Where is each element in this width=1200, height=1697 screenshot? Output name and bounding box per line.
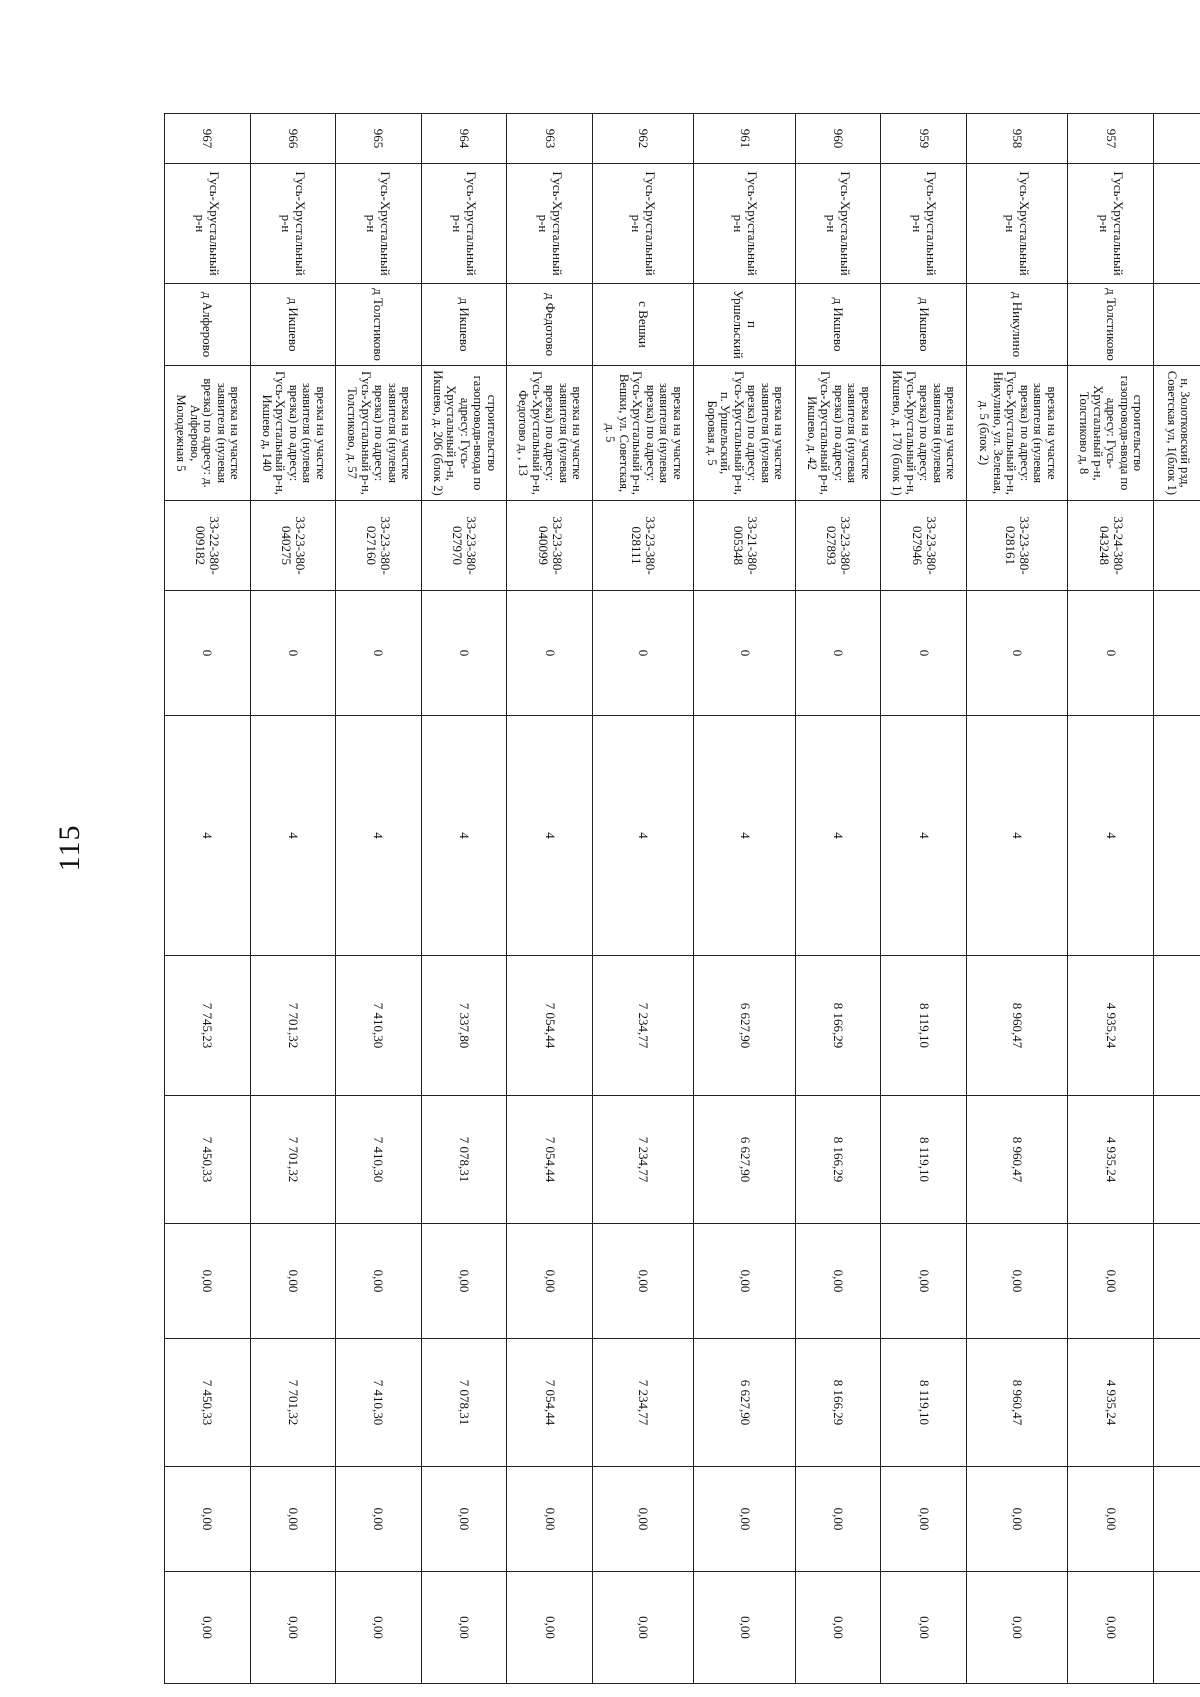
cell-locality: д Алферово (165, 284, 251, 366)
rotated-table-container (164, 113, 1200, 1639)
cell-row-number: 962 (592, 114, 693, 164)
cell-zero-value: 0 (250, 591, 336, 716)
cell-category-value: 4 (421, 716, 507, 956)
cell-value-3: 0,00 (795, 1224, 881, 1339)
cell-row-number: 960 (795, 114, 881, 164)
cell-district: Гусь-Хрустальный р-н (1068, 164, 1154, 284)
cell-value-1: 4 935,24 (1068, 956, 1154, 1096)
cell-value-1: 8 960,47 (966, 956, 1067, 1096)
cell-category-value: 4 (966, 716, 1067, 956)
cell-value-3: 0,00 (165, 1224, 251, 1339)
cell-zero-value: 0 (1068, 591, 1154, 716)
cell-description: врезка на участке заявителя (нулевая врезка) по адресу: Гусь-Хрустальный р-н, Толстиково, д. 57 (336, 366, 422, 501)
table-row (694, 114, 795, 1684)
cell-value-3: 0,00 (336, 1224, 422, 1339)
cell-value-5: 0,00 (592, 1467, 693, 1572)
cell-district: Гусь-Хрустальный р-н (507, 164, 593, 284)
cell-value-1: 6 627,90 (694, 956, 795, 1096)
cell-value-2: 7 450,33 (165, 1096, 251, 1224)
cell-locality: д Толстиково (1068, 284, 1154, 366)
cell-cadastral-number: 33-23-380-027946 (881, 501, 967, 591)
cell-zero-value: 0 (592, 591, 693, 716)
table-row (507, 114, 593, 1684)
cell-value-5: 0,00 (336, 1467, 422, 1572)
cell-category-value: 4 (250, 716, 336, 956)
cell-description: строительство газопроводв-ввода по адресу: Гусь-Хрустальный р-н, Икшево, д. 206 (блок 2) (421, 366, 507, 501)
cell-district: Гусь-Хрустальный р-н (421, 164, 507, 284)
cell-cadastral-number: 33-23-380-027893 (795, 501, 881, 591)
cell-value-2: 4 935,24 (1068, 1096, 1154, 1224)
cell-locality: д Никулино (966, 284, 1067, 366)
cell-description: врезка на участке заявителя (нулевая врезка) по адресу: Гусь-Хрустальный р-н, Вешки, ул. Советская, д. 5 (592, 366, 693, 501)
cell-cadastral-number: 33-22-380-009182 (165, 501, 251, 591)
cell-value-1: 7 701,32 (250, 956, 336, 1096)
cell-row-number: 961 (694, 114, 795, 164)
cell-value-5: 0,00 (795, 1467, 881, 1572)
partial-cell (1154, 591, 1200, 716)
cell-category-value: 4 (336, 716, 422, 956)
table-row (592, 114, 693, 1684)
cell-zero-value: 0 (966, 591, 1067, 716)
cell-value-1: 7 234,77 (592, 956, 693, 1096)
cell-value-3: 0,00 (694, 1224, 795, 1339)
cell-district: Гусь-Хрустальный р-н (336, 164, 422, 284)
cell-value-5: 0,00 (694, 1467, 795, 1572)
cell-description: врезка на участке заявителя (нулевая врезка) по адресу: Гусь-Хрустальный р-н, Икшево д, 140 (250, 366, 336, 501)
cell-value-2: 7 234,77 (592, 1096, 693, 1224)
cell-cadastral-number: 33-21-380-005348 (694, 501, 795, 591)
cell-cadastral-number: 33-23-380-040099 (507, 501, 593, 591)
cell-zero-value: 0 (336, 591, 422, 716)
cell-category-value: 4 (881, 716, 967, 956)
cell-row-number: 958 (966, 114, 1067, 164)
cell-value-5: 0,00 (1068, 1467, 1154, 1572)
cell-value-2: 6 627,90 (694, 1096, 795, 1224)
cell-locality: д Федотово (507, 284, 593, 366)
cell-value-1: 7 410,30 (336, 956, 422, 1096)
cell-locality: д Икшево (881, 284, 967, 366)
partial-cell (1154, 284, 1200, 366)
cell-category-value: 4 (165, 716, 251, 956)
cell-value-5: 0,00 (421, 1467, 507, 1572)
cell-zero-value: 0 (881, 591, 967, 716)
cell-locality: д Икшево (795, 284, 881, 366)
cell-row-number: 964 (421, 114, 507, 164)
cell-value-4: 7 234,77 (592, 1339, 693, 1467)
table-body (165, 114, 1200, 1684)
cell-cadastral-number: 33-23-380-028161 (966, 501, 1067, 591)
cell-value-2: 7 410,30 (336, 1096, 422, 1224)
cell-row-number: 967 (165, 114, 251, 164)
table-row (421, 114, 507, 1684)
cell-value-6: 0,00 (795, 1572, 881, 1684)
cell-description: врезка на участке заявителя (нулевая врезка) по адресу: Гусь-Хрустальный р-н, Никулино, ул. Зеленая, д. 5 (блок 2) (966, 366, 1067, 501)
cell-value-4: 6 627,90 (694, 1339, 795, 1467)
cell-district: Гусь-Хрустальный р-н (165, 164, 251, 284)
cell-value-6: 0,00 (1068, 1572, 1154, 1684)
cell-value-2: 7 701,32 (250, 1096, 336, 1224)
partial-cell (1154, 114, 1200, 164)
cell-value-6: 0,00 (250, 1572, 336, 1684)
cell-cadastral-number: 33-23-380-040275 (250, 501, 336, 591)
partial-cell (1154, 1224, 1200, 1339)
cell-value-5: 0,00 (507, 1467, 593, 1572)
table-row (795, 114, 881, 1684)
cell-row-number: 966 (250, 114, 336, 164)
partial-cell (1154, 1339, 1200, 1467)
cell-value-4: 7 701,32 (250, 1339, 336, 1467)
table-row-partial (1154, 114, 1200, 1684)
partial-cell (1154, 1572, 1200, 1684)
cell-value-4: 8 166,29 (795, 1339, 881, 1467)
cell-district: Гусь-Хрустальный р-н (250, 164, 336, 284)
data-table (164, 113, 1200, 1684)
cell-value-4: 7 410,30 (336, 1339, 422, 1467)
cell-locality: д Икшево (250, 284, 336, 366)
cell-value-4: 8 960,47 (966, 1339, 1067, 1467)
cell-description: врезка на участке заявителя (нулевая врезка) по адресу: Гусь-Хрустальный р-н, Федотово д, , 13 (507, 366, 593, 501)
cell-value-1: 7 054,44 (507, 956, 593, 1096)
partial-cell (1154, 501, 1200, 591)
cell-value-3: 0,00 (881, 1224, 967, 1339)
cell-zero-value: 0 (795, 591, 881, 716)
cell-value-3: 0,00 (507, 1224, 593, 1339)
cell-cadastral-number: 33-23-380-027160 (336, 501, 422, 591)
cell-value-3: 0,00 (421, 1224, 507, 1339)
cell-locality: с Вешки (592, 284, 693, 366)
cell-value-4: 7 054,44 (507, 1339, 593, 1467)
cell-district: Гусь-Хрустальный р-н (795, 164, 881, 284)
cell-value-6: 0,00 (507, 1572, 593, 1684)
cell-value-3: 0,00 (592, 1224, 693, 1339)
cell-row-number: 959 (881, 114, 967, 164)
cell-value-6: 0,00 (165, 1572, 251, 1684)
cell-description: врезка на участке заявителя (нулевая врезка) по адресу: Гусь-Хрустальный р-н, п. Уршельский, Боровая д. 5 (694, 366, 795, 501)
cell-value-3: 0,00 (1068, 1224, 1154, 1339)
table-row (881, 114, 967, 1684)
cell-value-1: 7 337,80 (421, 956, 507, 1096)
cell-value-2: 8 960,47 (966, 1096, 1067, 1224)
cell-row-number: 957 (1068, 114, 1154, 164)
cell-description: врезка на участке заявителя (нулевая врезка) по адресу: д. Алферово, Молодежная 5 (165, 366, 251, 501)
cell-description: врезка на участке заявителя (нулевая врезка) по адресу: Гусь-Хрустальный р-н, Икшево, д. 42 (795, 366, 881, 501)
cell-district: Гусь-Хрустальный р-н (881, 164, 967, 284)
cell-district: Гусь-Хрустальный р-н (592, 164, 693, 284)
cell-value-4: 8 119,10 (881, 1339, 967, 1467)
table-row (966, 114, 1067, 1684)
partial-cell (1154, 956, 1200, 1096)
cell-zero-value: 0 (421, 591, 507, 716)
cell-district: Гусь-Хрустальный р-н (694, 164, 795, 284)
cell-value-2: 8 119,10 (881, 1096, 967, 1224)
cell-district: Гусь-Хрустальный р-н (966, 164, 1067, 284)
cell-value-3: 0,00 (966, 1224, 1067, 1339)
cell-zero-value: 0 (694, 591, 795, 716)
table-row (336, 114, 422, 1684)
cell-category-value: 4 (507, 716, 593, 956)
cell-value-2: 8 166,29 (795, 1096, 881, 1224)
cell-value-1: 7 745,23 (165, 956, 251, 1096)
cell-zero-value: 0 (507, 591, 593, 716)
cell-value-5: 0,00 (165, 1467, 251, 1572)
cell-value-4: 7 450,33 (165, 1339, 251, 1467)
cell-description: врезка на участке заявителя (нулевая врезка) по адресу: Гусь-Хрустальный р-н, Икшево, д. 170 (блок 1) (881, 366, 967, 501)
cell-value-3: 0,00 (250, 1224, 336, 1339)
cell-value-5: 0,00 (966, 1467, 1067, 1572)
cell-locality: д Толстиково (336, 284, 422, 366)
cell-value-2: 7 054,44 (507, 1096, 593, 1224)
partial-cell (1154, 164, 1200, 284)
cell-value-6: 0,00 (694, 1572, 795, 1684)
partial-cell (1154, 1467, 1200, 1572)
cell-value-6: 0,00 (881, 1572, 967, 1684)
cell-value-1: 8 119,10 (881, 956, 967, 1096)
table-row (165, 114, 251, 1684)
cell-locality: п Уршельский (694, 284, 795, 366)
cell-value-5: 0,00 (250, 1467, 336, 1572)
cell-value-5: 0,00 (881, 1467, 967, 1572)
cell-zero-value: 0 (165, 591, 251, 716)
cell-value-4: 4 935,24 (1068, 1339, 1154, 1467)
cell-value-2: 7 078,31 (421, 1096, 507, 1224)
cell-category-value: 4 (694, 716, 795, 956)
cell-value-6: 0,00 (592, 1572, 693, 1684)
cell-category-value: 4 (592, 716, 693, 956)
partial-cell (1154, 716, 1200, 956)
cell-locality: д Икшево (421, 284, 507, 366)
cell-value-4: 7 078,31 (421, 1339, 507, 1467)
cell-value-6: 0,00 (421, 1572, 507, 1684)
cell-description: строительство газопроводв-ввода по адресу: Гусь-Хрустальный р-н, Толстиково д, 8 (1068, 366, 1154, 501)
cell-row-number: 963 (507, 114, 593, 164)
partial-description: н, Золотковский рзд, Советская ул, 1(блок 1) (1154, 366, 1200, 501)
page-number: 115 (53, 824, 86, 872)
table-row (1068, 114, 1154, 1684)
partial-cell (1154, 1096, 1200, 1224)
cell-value-1: 8 166,29 (795, 956, 881, 1096)
cell-category-value: 4 (795, 716, 881, 956)
table-row (250, 114, 336, 1684)
cell-row-number: 965 (336, 114, 422, 164)
cell-value-6: 0,00 (966, 1572, 1067, 1684)
cell-cadastral-number: 33-23-380-028111 (592, 501, 693, 591)
cell-cadastral-number: 33-24-380-043248 (1068, 501, 1154, 591)
cell-value-6: 0,00 (336, 1572, 422, 1684)
cell-cadastral-number: 33-23-380-027970 (421, 501, 507, 591)
cell-category-value: 4 (1068, 716, 1154, 956)
